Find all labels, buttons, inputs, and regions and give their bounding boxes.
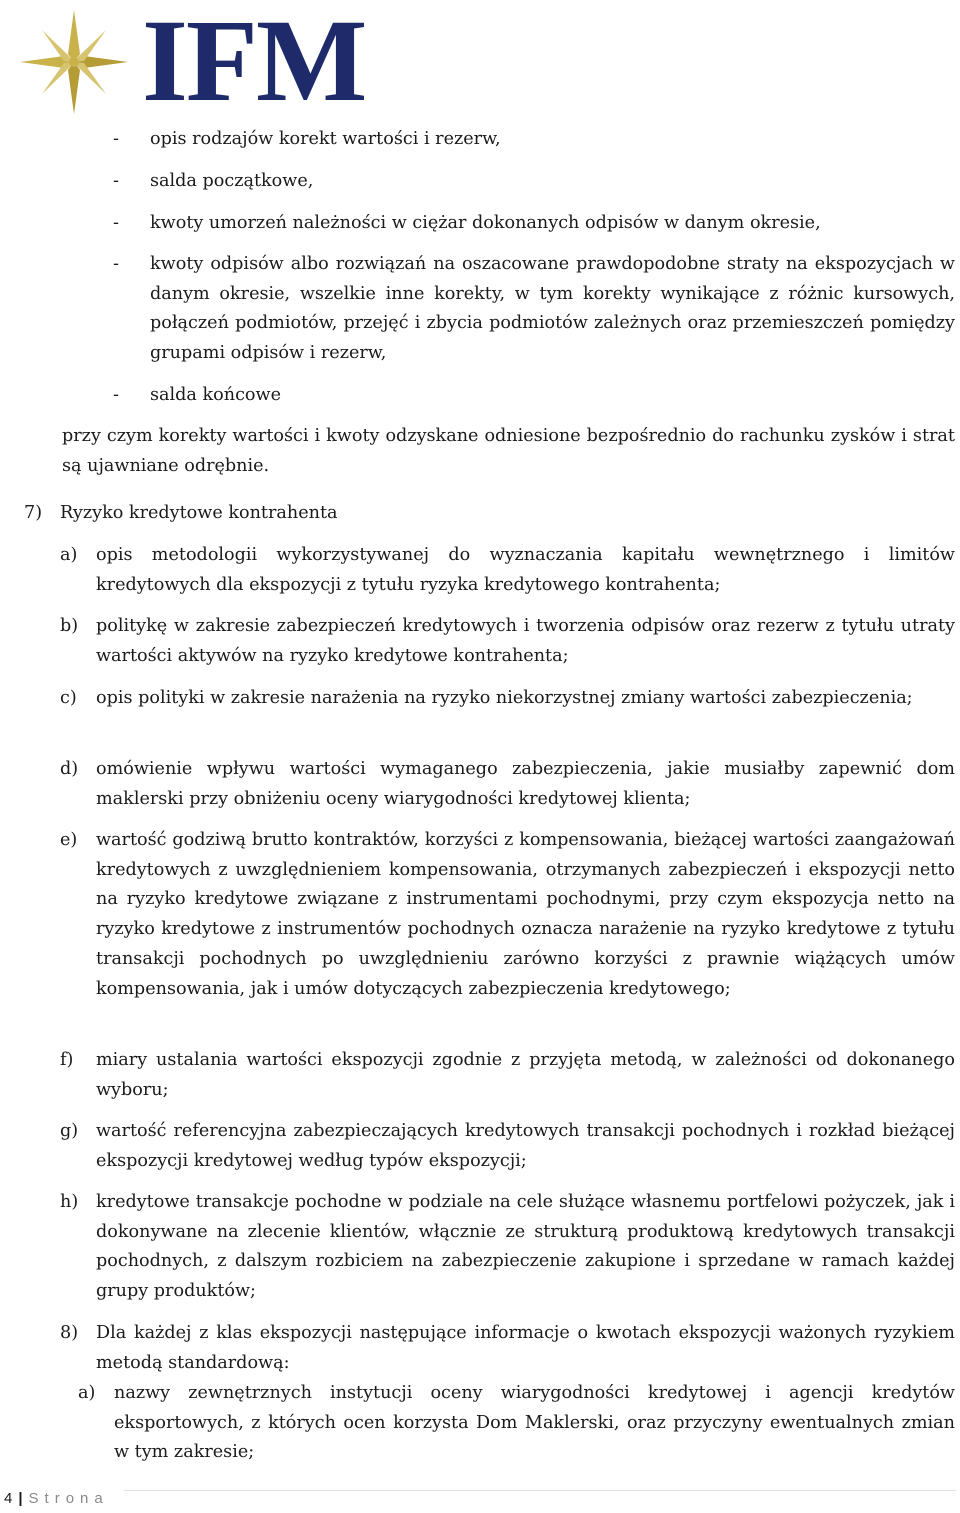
section-marker: 8) <box>60 1323 79 1343</box>
item-marker: a) <box>60 545 78 565</box>
bullet-marker: - <box>113 385 119 405</box>
item-text: opis metodologii wykorzystywanej do wyznaczania kapitału wewnętrznego i limitów kredytowych dla ekspozycji z tytułu ryzyka kredytowego kontrahenta; <box>96 545 955 595</box>
list-item <box>60 826 955 1004</box>
list-item <box>60 1046 955 1105</box>
item-marker: c) <box>60 688 77 708</box>
item-marker: b) <box>60 616 79 636</box>
list-item <box>113 209 955 239</box>
list-item <box>60 612 955 671</box>
list-item <box>60 755 955 814</box>
list-item <box>60 1117 955 1176</box>
section-heading-7 <box>24 499 955 529</box>
bullet-marker: - <box>113 171 119 191</box>
bullet-text: opis rodzajów korekt wartości i rezerw, <box>150 129 501 149</box>
bullet-text: kwoty umorzeń należności w ciężar dokonanych odpisów w danym okresie, <box>150 213 821 233</box>
list-item <box>78 1379 955 1468</box>
list-item <box>60 684 955 714</box>
bullet-marker: - <box>113 254 119 274</box>
list-item <box>113 250 955 369</box>
item-text: nazwy zewnętrznych instytucji oceny wiarygodności kredytowej i agencji kredytów eksportowych, z których ocen korzysta Dom Maklerski, oraz przyczyny ewentualnych zmian w tym zakresie; <box>114 1383 955 1463</box>
item-marker: h) <box>60 1192 79 1212</box>
page-number: 4 <box>4 1490 13 1507</box>
item-marker: d) <box>60 759 79 779</box>
item-text: miary ustalania wartości ekspozycji zgodnie z przyjęta metodą, w zależności od dokonanego wyboru; <box>96 1050 955 1100</box>
page-label: Strona <box>28 1490 109 1507</box>
section-heading-8 <box>60 1319 955 1378</box>
item-marker: g) <box>60 1121 79 1141</box>
bullet-text: kwoty odpisów albo rozwiązań na oszacowane prawdopodobne straty na ekspozycjach w danym okresie, wszelkie inne korekty, w tym korekty wynikające z różnic kursowych, połączeń podmiotów, przejęć i zbycia podmiotów zależnych oraz przemieszczeń pomiędzy grupami odpisów i rezerw, <box>150 254 955 364</box>
item-marker: f) <box>60 1050 74 1070</box>
bullet-marker: - <box>113 129 119 149</box>
section-title: Ryzyko kredytowe kontrahenta <box>60 503 338 523</box>
bullet-text: salda końcowe <box>150 385 281 405</box>
bullet-text: salda początkowe, <box>150 171 314 191</box>
footer-separator: | <box>18 1490 23 1507</box>
summary-text: przy czym korekty wartości i kwoty odzyskane odniesione bezpośrednio do rachunku zysków i strat są ujawniane odrębnie. <box>62 426 955 476</box>
summary-paragraph <box>62 422 955 481</box>
item-marker: a) <box>78 1383 96 1403</box>
list-item <box>113 167 955 197</box>
item-text: wartość godziwą brutto kontraktów, korzyści z kompensowania, bieżącej wartości zaangażowań kredytowych z uwzględnieniem kompensowania, otrzymanych zabezpieczeń i ekspozycji netto na ryzyko kredytowe związane z instrumentami pochodnymi, przy czym ekspozycja netto na ryzyko kredytowe z instrumentów pochodnych oznacza narażenie na ryzyko kredytowe z tytułu transakcji pochodnych po uwzględnieniu zarówno korzyści z prawnie wiążących umów kompensowania, jak i umów dotyczących zabezpieczenia kredytowego; <box>96 830 955 999</box>
item-text: opis polityki w zakresie narażenia na ryzyko niekorzystnej zmiany wartości zabezpieczenia; <box>96 688 913 708</box>
item-text: politykę w zakresie zabezpieczeń kredytowych i tworzenia odpisów oraz rezerw z tytułu utraty wartości aktywów na ryzyko kredytowe kontrahenta; <box>96 616 955 666</box>
page-footer <box>4 1490 956 1507</box>
bullet-marker: - <box>113 213 119 233</box>
list-item <box>60 541 955 600</box>
footer-divider <box>124 1490 956 1491</box>
section-marker: 7) <box>24 503 43 523</box>
logo-wordmark: IFM <box>142 0 366 126</box>
item-text: kredytowe transakcje pochodne w podziale na cele służące własnemu portfelowi pożyczek, jak i dokonywane na zlecenie klientów, włącznie ze strukturą produktową kredytowych transakcji pochodnych, z dalszym rozbiciem na zabezpieczenie zakupione i sprzedane w ramach każdej grupy produktów; <box>96 1192 955 1302</box>
list-item <box>113 125 955 155</box>
list-item <box>113 381 955 411</box>
compass-star-icon <box>14 6 134 118</box>
item-text: wartość referencyjna zabezpieczających kredytowych transakcji pochodnych i rozkład bieżącej ekspozycji kredytowej według typów ekspozycji; <box>96 1121 955 1171</box>
item-marker: e) <box>60 830 78 850</box>
item-text: omówienie wpływu wartości wymaganego zabezpieczenia, jakie musiałby zapewnić dom maklerski przy obniżeniu oceny wiarygodności kredytowej klienta; <box>96 759 955 809</box>
section-text: Dla każdej z klas ekspozycji następujące informacje o kwotach ekspozycji ważonych ryzykiem metodą standardową: <box>96 1323 955 1373</box>
company-logo <box>14 0 366 126</box>
list-item <box>60 1188 955 1307</box>
